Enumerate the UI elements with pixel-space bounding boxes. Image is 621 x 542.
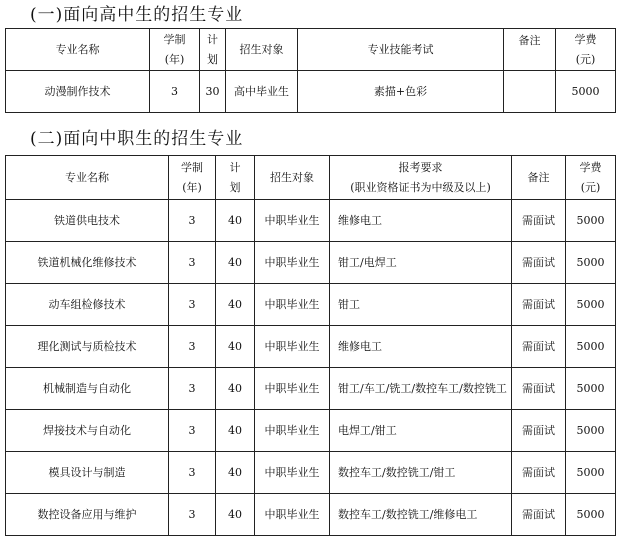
cell-major: 数控设备应用与维护 <box>6 494 169 536</box>
header-requirements <box>330 156 512 200</box>
cell-target: 中职毕业生 <box>255 200 330 242</box>
cell-plan: 40 <box>216 200 255 242</box>
cell-years: 3 <box>169 242 216 284</box>
table-header-row <box>6 29 616 71</box>
cell-major: 铁道供电技术 <box>6 200 169 242</box>
table-header-row <box>6 156 616 200</box>
header-req-line2: (职业资格证书为中级及以上) <box>350 180 491 194</box>
section2-title: (二)面向中职生的招生专业 <box>30 129 244 149</box>
table-row <box>6 284 616 326</box>
cell-fee: 5000 <box>566 368 616 410</box>
header-plan <box>200 29 226 71</box>
cell-note: 需面试 <box>512 452 566 494</box>
cell-years: 3 <box>169 368 216 410</box>
cell-note <box>504 71 556 113</box>
cell-target: 中职毕业生 <box>255 242 330 284</box>
cell-fee: 5000 <box>556 71 616 113</box>
cell-fee: 5000 <box>566 452 616 494</box>
header-exam: 专业技能考试 <box>298 29 504 71</box>
cell-plan: 30 <box>200 71 226 113</box>
cell-requirements: 数控车工/数控铣工/维修电工 <box>330 494 512 536</box>
header-fee <box>566 156 616 200</box>
header-note: 备注 <box>504 29 556 71</box>
cell-plan: 40 <box>216 410 255 452</box>
header-note: 备注 <box>512 156 566 200</box>
cell-years: 3 <box>169 410 216 452</box>
cell-requirements: 电焊工/钳工 <box>330 410 512 452</box>
cell-years: 3 <box>169 494 216 536</box>
header-fee-line1: 学费 <box>574 32 597 46</box>
header-major: 专业名称 <box>6 156 169 200</box>
header-years-line2: (年) <box>164 52 185 66</box>
header-plan-line2: 划 <box>207 52 218 66</box>
cell-note: 需面试 <box>512 242 566 284</box>
cell-note: 需面试 <box>512 494 566 536</box>
cell-plan: 40 <box>216 284 255 326</box>
cell-plan: 40 <box>216 494 255 536</box>
table-row <box>6 410 616 452</box>
header-fee <box>556 29 616 71</box>
cell-note: 需面试 <box>512 410 566 452</box>
table-row <box>6 452 616 494</box>
header-years <box>150 29 200 71</box>
cell-plan: 40 <box>216 242 255 284</box>
cell-fee: 5000 <box>566 326 616 368</box>
cell-target: 中职毕业生 <box>255 368 330 410</box>
cell-years: 3 <box>169 284 216 326</box>
header-fee-line1: 学费 <box>579 160 602 174</box>
cell-requirements: 维修电工 <box>330 326 512 368</box>
cell-note: 需面试 <box>512 284 566 326</box>
cell-fee: 5000 <box>566 410 616 452</box>
table-row <box>6 368 616 410</box>
vocational-majors-table <box>5 155 616 536</box>
cell-fee: 5000 <box>566 284 616 326</box>
cell-note: 需面试 <box>512 326 566 368</box>
cell-years: 3 <box>169 326 216 368</box>
cell-plan: 40 <box>216 368 255 410</box>
cell-years: 3 <box>150 71 200 113</box>
section1-title: (一)面向高中生的招生专业 <box>30 5 244 25</box>
header-plan-line2: 划 <box>229 180 241 194</box>
header-years-line1: 学制 <box>181 160 203 174</box>
cell-fee: 5000 <box>566 200 616 242</box>
header-plan <box>216 156 255 200</box>
cell-major: 铁道机械化维修技术 <box>6 242 169 284</box>
cell-target: 中职毕业生 <box>255 410 330 452</box>
header-plan-line1: 计 <box>207 32 218 46</box>
cell-years: 3 <box>169 452 216 494</box>
header-req-line1: 报考要求 <box>398 160 443 174</box>
cell-note: 需面试 <box>512 200 566 242</box>
cell-requirements: 数控车工/数控铣工/钳工 <box>330 452 512 494</box>
table-row <box>6 242 616 284</box>
cell-plan: 40 <box>216 452 255 494</box>
cell-plan: 40 <box>216 326 255 368</box>
cell-note: 需面试 <box>512 368 566 410</box>
table-row <box>6 200 616 242</box>
cell-major: 机械制造与自动化 <box>6 368 169 410</box>
header-years-line1: 学制 <box>163 32 186 46</box>
cell-exam: 素描+色彩 <box>298 71 504 113</box>
cell-requirements: 维修电工 <box>330 200 512 242</box>
cell-target: 中职毕业生 <box>255 326 330 368</box>
header-major: 专业名称 <box>6 29 150 71</box>
cell-fee: 5000 <box>566 494 616 536</box>
header-plan-line1: 计 <box>229 160 241 174</box>
cell-fee: 5000 <box>566 242 616 284</box>
header-years-line2: (年) <box>182 180 202 194</box>
high-school-majors-table <box>5 28 616 113</box>
header-target: 招生对象 <box>226 29 298 71</box>
cell-target: 中职毕业生 <box>255 494 330 536</box>
cell-target: 中职毕业生 <box>255 284 330 326</box>
header-years <box>169 156 216 200</box>
table-row <box>6 494 616 536</box>
cell-target: 中职毕业生 <box>255 452 330 494</box>
cell-requirements: 钳工 <box>330 284 512 326</box>
header-fee-line2: (元) <box>580 180 601 194</box>
cell-requirements: 钳工/电焊工 <box>330 242 512 284</box>
cell-requirements: 钳工/车工/铣工/数控车工/数控铣工 <box>330 368 512 410</box>
table-row <box>6 326 616 368</box>
cell-target: 高中毕业生 <box>226 71 298 113</box>
cell-major: 动漫制作技术 <box>6 71 150 113</box>
header-target: 招生对象 <box>255 156 330 200</box>
cell-major: 动车组检修技术 <box>6 284 169 326</box>
cell-major: 理化测试与质检技术 <box>6 326 169 368</box>
header-fee-line2: (元) <box>575 52 596 66</box>
cell-major: 焊接技术与自动化 <box>6 410 169 452</box>
cell-major: 模具设计与制造 <box>6 452 169 494</box>
cell-years: 3 <box>169 200 216 242</box>
table-row <box>6 71 616 113</box>
